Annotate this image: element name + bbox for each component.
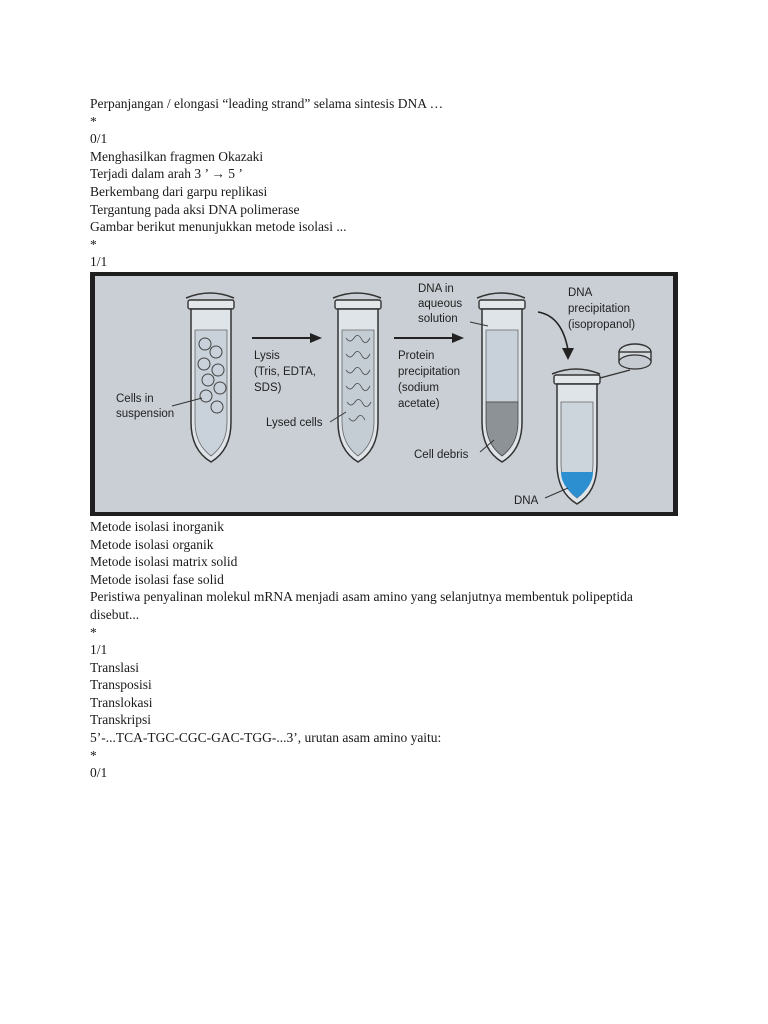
question-3-text: Peristiwa penyalinan molekul mRNA menjadi asam amino yang selanjutnya membentuk polipeptida disebut... — [90, 589, 633, 622]
question-3-option-2: Transposisi — [90, 677, 152, 693]
label-cell-debris: Cell debris — [414, 448, 469, 461]
label-aqueous: aqueous — [418, 297, 463, 310]
label-sodium: (sodium — [398, 381, 439, 394]
label-acetate: acetate) — [398, 397, 440, 410]
dna-isolation-figure — [90, 272, 678, 516]
label-precipitation: precipitation — [398, 365, 461, 378]
label-dna-in: DNA in — [418, 282, 454, 295]
label-cells-in: Cells in — [116, 392, 154, 405]
question-1-option-1: Menghasilkan fragmen Okazaki — [90, 148, 264, 164]
label-protein: Protein — [398, 349, 435, 362]
question-1-option-4: Tergantung pada aksi DNA polimerase — [90, 201, 300, 217]
question-1-text: Perpanjangan / elongasi “leading strand” selama sintesis DNA … — [90, 96, 444, 111]
question-1-option-3: Berkembang dari garpu replikasi — [90, 183, 268, 199]
label-lysis: Lysis — [254, 349, 280, 362]
question-1-option-2: Terjadi dalam arah 3 ’ → 5 ’ — [90, 166, 243, 182]
label-dna: DNA — [514, 494, 539, 507]
label-lysis-sds: SDS) — [254, 381, 282, 394]
question-3-option-1: Translasi — [90, 659, 140, 675]
question-2-option-3: Metode isolasi matrix solid — [90, 554, 238, 570]
question-4-required-mark: * — [90, 747, 97, 763]
dna-isolation-diagram — [90, 272, 678, 516]
label-lysed-cells: Lysed cells — [266, 416, 323, 429]
question-1-required-mark: * — [90, 113, 97, 129]
question-3-score: 1/1 — [90, 642, 108, 658]
question-2-option-2: Metode isolasi organik — [90, 536, 214, 552]
label-suspension: suspension — [116, 407, 175, 420]
label-solution: solution — [418, 312, 458, 325]
question-1-score: 0/1 — [90, 131, 108, 147]
document-body — [90, 95, 690, 782]
question-2-required-mark: * — [90, 236, 97, 252]
question-2-text: Gambar berikut menunjukkan metode isolasi ... — [90, 219, 347, 235]
question-2-option-1: Metode isolasi inorganik — [90, 518, 224, 534]
label-dna-precip: DNA — [568, 286, 593, 299]
label-isopropanol: (isopropanol) — [568, 318, 636, 331]
question-4-score: 0/1 — [90, 765, 108, 781]
question-3-option-4: Transkripsi — [90, 712, 152, 728]
question-3-option-3: Translokasi — [90, 694, 153, 710]
label-precipitation-2: precipitation — [568, 302, 631, 315]
label-lysis-reagents: (Tris, EDTA, — [254, 365, 316, 378]
question-2-score: 1/1 — [90, 254, 108, 270]
question-4-text: 5’-...TCA-TGC-CGC-GAC-TGG-...3’, urutan asam amino yaitu: — [90, 730, 442, 746]
question-3-required-mark: * — [90, 624, 97, 640]
question-2-option-4: Metode isolasi fase solid — [90, 571, 224, 587]
